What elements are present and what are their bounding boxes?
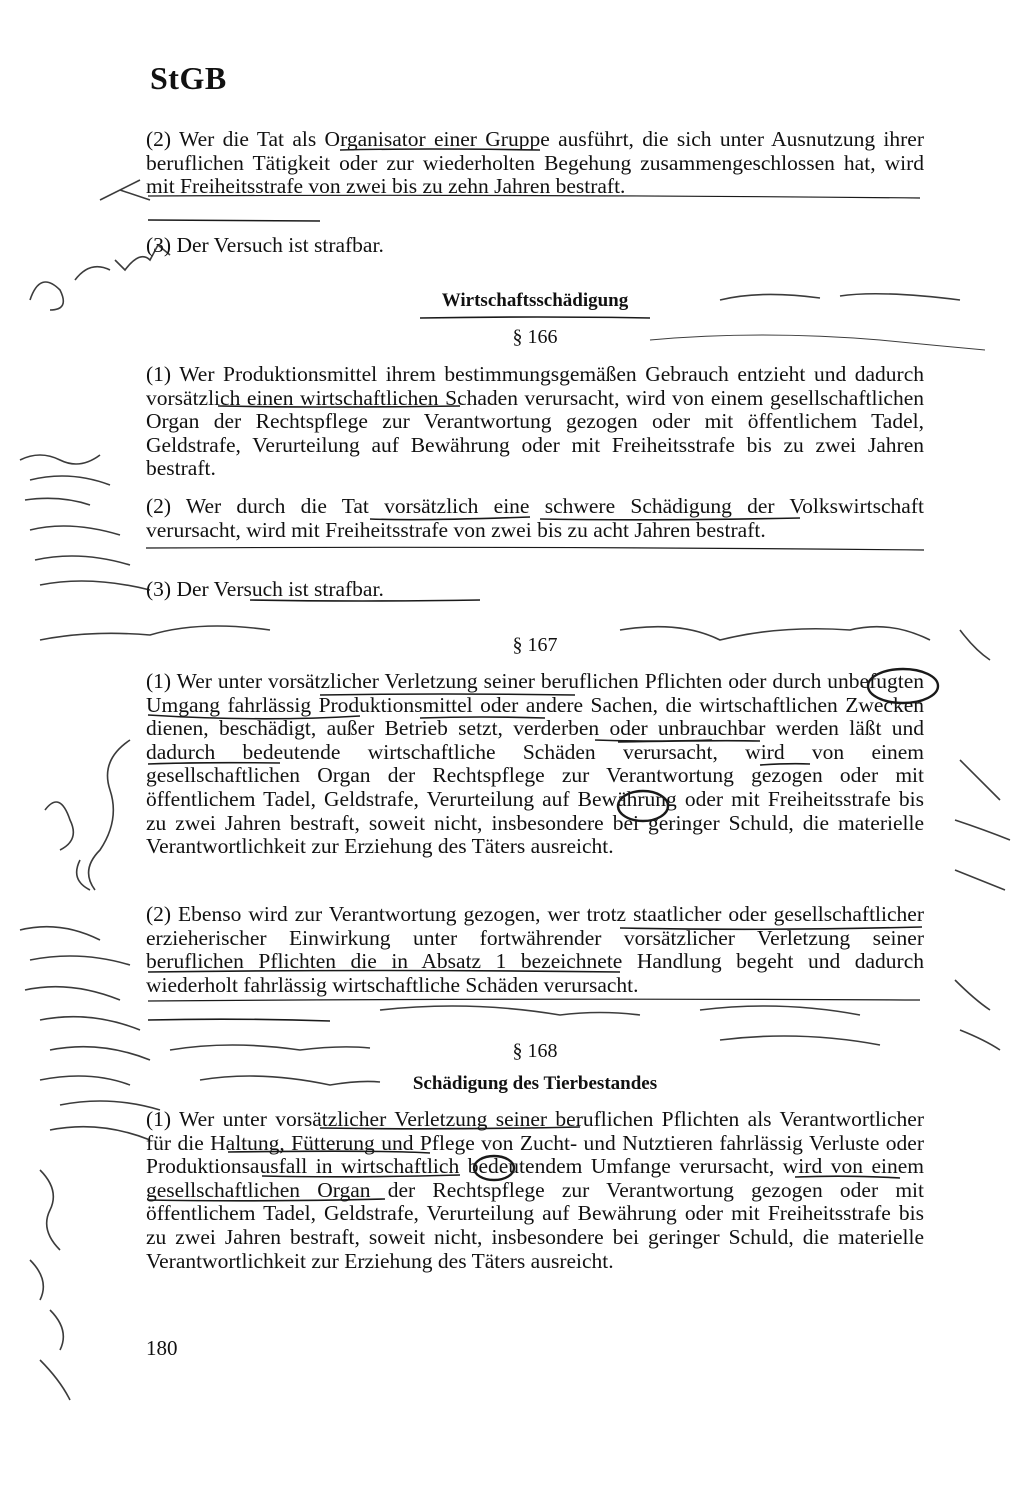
section-165-paragraph-2: (2) Wer die Tat als Organisator einer Gruppe ausführt, die sich unter Ausnutzung ihrer beruflichen Tätigkeit oder zur wiederholten Begehung zusammengeschlossen hat, wird mit Freiheitsstrafe von zwei bis zu zehn Jahren bestraft. (146, 127, 924, 199)
code-title: StGB (150, 60, 227, 96)
page-number: 180 (146, 1336, 178, 1360)
section-168-heading: Schädigung des Tierbestandes (412, 1073, 658, 1094)
section-166-heading: Wirtschaftsschädigung (441, 290, 629, 311)
section-166-number: § 166 (512, 326, 558, 348)
section-165-paragraph-3: (3) Der Versuch ist strafbar. (146, 233, 384, 257)
section-167-paragraph-1: (1) Wer unter vorsätzlicher Verletzung seiner beruflichen Pflichten oder durch unbefugten Umgang fahrlässig Produktionsmittel oder andere Sachen, die wirtschaftlichen Zwecken dienen, beschädigt, außer Betrieb setzt, verderben oder unbrauchbar werden läßt und dadurch bedeutende wirtschaftliche Schäden verursacht, wird von einem gesellschaftlichen Organ der Rechtspflege zur Verantwortung gezogen oder mit öffentlichem Tadel, Geldstrafe, Verurteilung auf Bewährung oder mit Freiheitsstrafe bis zu zwei Jahren bestraft, soweit nicht, insbesondere bei geringer Schuld, die materielle Verantwortlichkeit zur Erziehung des Täters ausreicht. (146, 669, 924, 859)
section-166-paragraph-2: (2) Wer durch die Tat vorsätzlich eine schwere Schädigung der Volkswirtschaft verursacht, wird mit Freiheitsstrafe von zwei bis zu acht Jahren bestraft. (146, 494, 924, 542)
section-168-paragraph-1: (1) Wer unter vorsätzlicher Verletzung seiner beruflichen Pflichten als Verantwortlicher für die Haltung, Fütterung und Pflege von Zucht- und Nutztieren fahrlässig Verluste oder Produktionsausfall in wirtschaftlich bedeutendem Umfange verursacht, wird von einem gesellschaftlichen Organ der Rechtspflege zur Verantwortung gezogen oder mit öffentlichem Tadel, Geldstrafe, Verurteilung auf Bewährung oder mit Freiheitsstrafe bis zu zwei Jahren bestraft, soweit nicht, insbesondere bei geringer Schuld, die materielle Verantwortlichkeit zur Erziehung des Täters ausreicht. (146, 1107, 924, 1273)
section-168-number: § 168 (512, 1040, 558, 1062)
section-166-paragraph-3: (3) Der Versuch ist strafbar. (146, 577, 384, 601)
section-167-number: § 167 (512, 634, 558, 656)
section-166-paragraph-1: (1) Wer Produktionsmittel ihrem bestimmungsgemäßen Gebrauch entzieht und dadurch vorsätzlich einen wirtschaftlichen Schaden verursacht, wird von einem gesellschaftlichen Organ der Rechtspflege zur Verantwortung gezogen oder mit öffentlichem Tadel, Geldstrafe, Verurteilung auf Bewährung oder mit Freiheitsstrafe bis zu zwei Jahren bestraft. (146, 362, 924, 481)
section-167-paragraph-2: (2) Ebenso wird zur Verantwortung gezogen, wer trotz staatlicher oder gesellschaftlicher erzieherischer Einwirkung unter fortwährender vorsätzlicher Verletzung seiner beruflichen Pflichten die in Absatz 1 bezeichnete Handlung begeht und dadurch wiederholt fahrlässig wirtschaftliche Schäden verursacht. (146, 902, 924, 997)
